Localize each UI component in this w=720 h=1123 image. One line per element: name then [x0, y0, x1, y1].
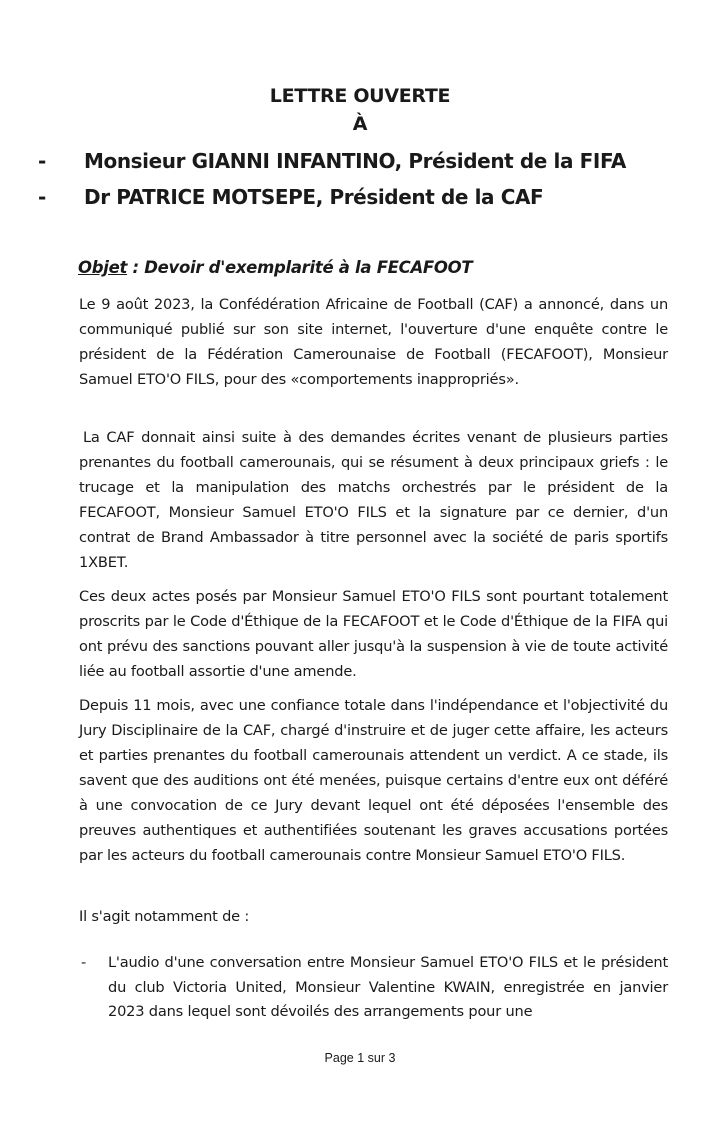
bullet-dash: -	[81, 954, 87, 971]
paragraph-4: Depuis 11 mois, avec une confiance totale dans l'indépendance et l'objectivité du Jury Disciplinaire de la CAF, chargé d'instruire et de juger cette affaire, les acteurs et parties prenantes du football camerounais attendent un verdict. A ce stade, ils savent que des auditions ont été menées, puisque certains d'entre eux ont déféré à une convocation de ce Jury devant lequel ont été déposées l'ensemble des preuves authentiques et authentifiées soutenant les graves accusations portées par les acteurs du football camerounais contre Monsieur Samuel ETO'O FILS.	[79, 697, 668, 864]
recipient-dash: -	[38, 185, 46, 209]
letter-title: LETTRE OUVERTE	[269, 85, 451, 107]
recipient-caf	[38, 185, 543, 209]
recipient-dash: -	[38, 149, 46, 173]
list-item	[79, 951, 668, 1025]
subject-line	[78, 258, 472, 277]
bullet-text: L'audio d'une conversation entre Monsieur Samuel ETO'O FILS et le président du club Victoria United, Monsieur Valentine KWAIN, enregistrée en janvier 2023 dans lequel sont dévoilés des arrangements pour une	[108, 954, 668, 1020]
subject-text: : Devoir d'exemplarité à la FECAFOOT	[127, 258, 473, 277]
letter-header	[0, 82, 720, 138]
recipient-fifa	[38, 149, 626, 173]
recipient-text: Dr PATRICE MOTSEPE, Président de la CAF	[84, 185, 544, 209]
subject-label: Objet	[78, 258, 128, 277]
paragraph-1: Le 9 août 2023, la Confédération Africaine de Football (CAF) a annoncé, dans un communiqué publié sur son site internet, l'ouverture d'une enquête contre le président de la Fédération Camerounaise de Football (FECAFOOT), Monsieur Samuel ETO'O FILS, pour des «comportements inappropriés».	[79, 296, 668, 388]
paragraph-3: Ces deux actes posés par Monsieur Samuel ETO'O FILS sont pourtant totalement proscrits par le Code d'Éthique de la FECAFOOT et le Code d'Éthique de la FIFA qui ont prévu des sanctions pouvant aller jusqu'à la suspension à vie de toute activité liée au football assortie d'une amende.	[79, 588, 668, 680]
recipient-text: Monsieur GIANNI INFANTINO, Président de la FIFA	[84, 149, 626, 173]
page-number: Page 1 sur 3	[324, 1051, 396, 1065]
paragraph-5: Il s'agit notamment de :	[79, 908, 250, 925]
paragraph-2: La CAF donnait ainsi suite à des demandes écrites venant de plusieurs parties prenantes du football camerounais, qui se résument à deux principaux griefs : le trucage et la manipulation des matchs orchestrés par le président de la FECAFOOT, Monsieur Samuel ETO'O FILS et la signature par ce dernier, d'un contrat de Brand Ambassador à titre personnel avec la société de paris sportifs 1XBET.	[79, 429, 668, 571]
letter-title-to: À	[352, 113, 368, 135]
